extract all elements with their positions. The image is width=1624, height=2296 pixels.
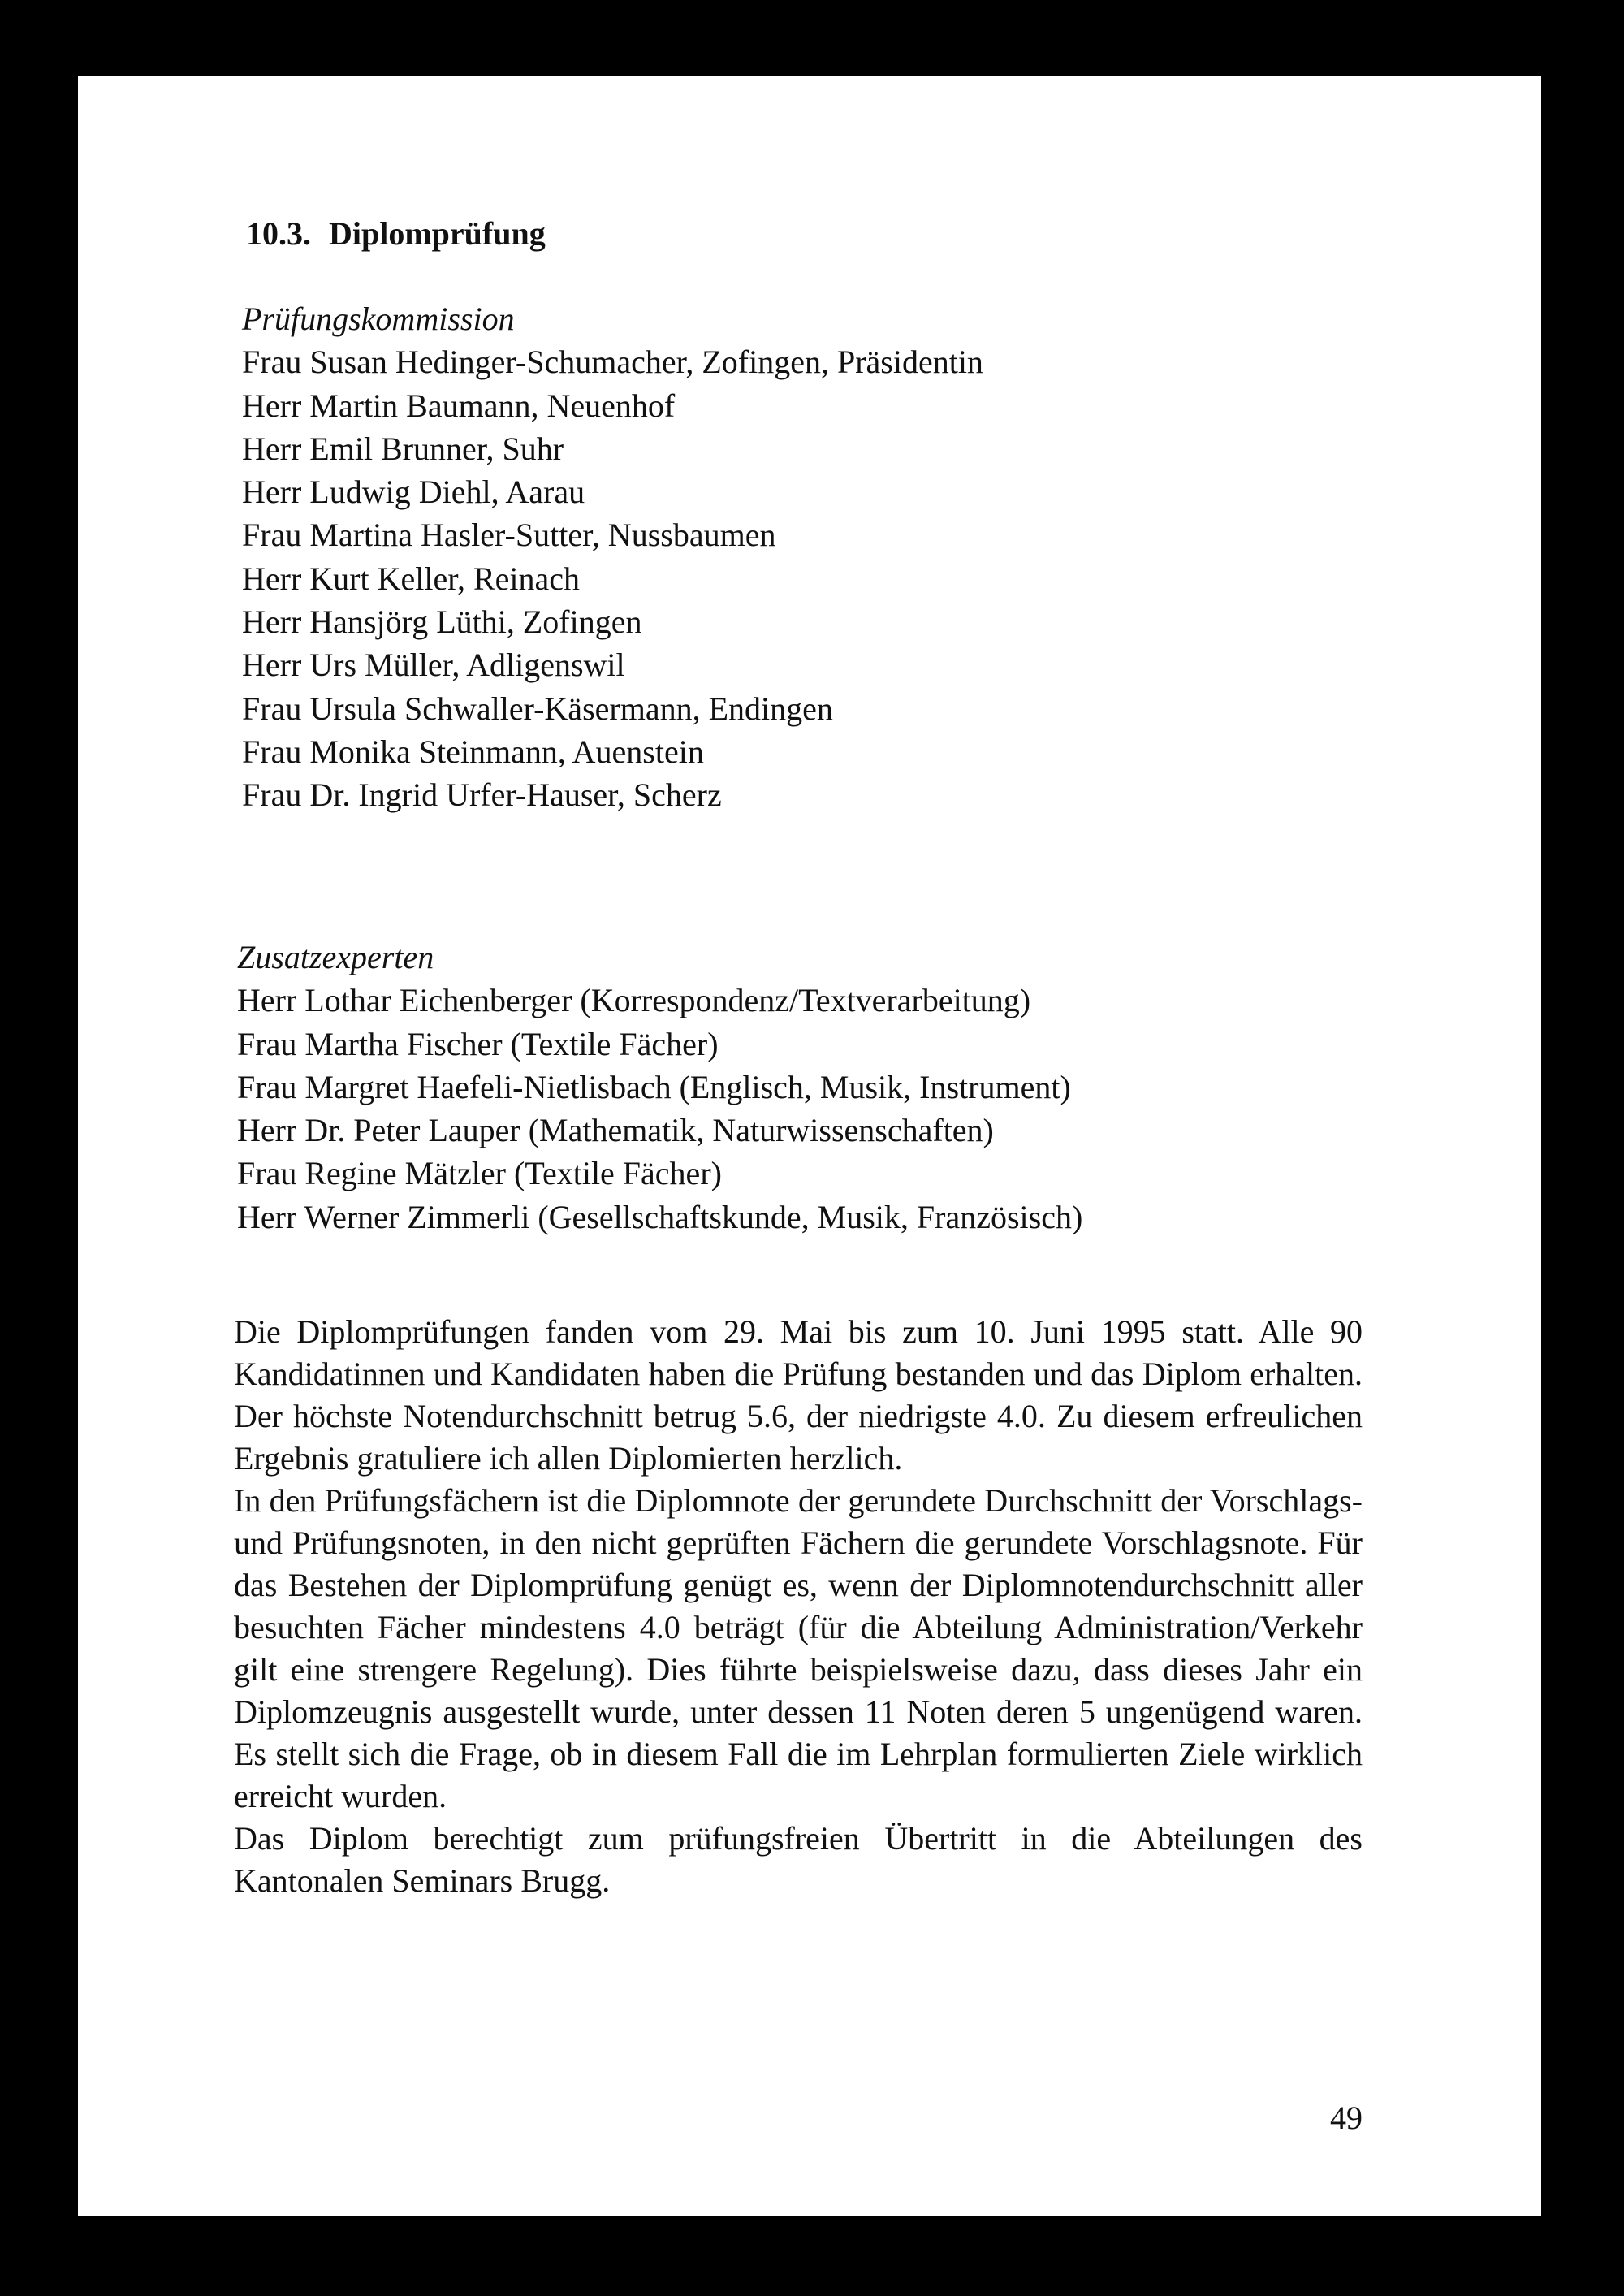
commission-list: [242, 297, 983, 817]
commission-member: Herr Hansjörg Lüthi, Zofingen: [242, 603, 642, 641]
page-number: 49: [1330, 2099, 1363, 2136]
commission-member: Herr Ludwig Diehl, Aarau: [242, 473, 585, 511]
expert-member: Frau Martha Fischer (Textile Fächer): [237, 1025, 719, 1062]
expert-member: Herr Werner Zimmerli (Gesellschaftskunde, Musik, Französisch): [237, 1198, 1083, 1235]
body-text: [234, 1311, 1363, 1902]
section-heading: [246, 214, 546, 253]
page-content: [78, 76, 1541, 2216]
commission-member: Frau Ursula Schwaller-Käsermann, Endingen: [242, 690, 833, 727]
commission-member: Frau Monika Steinmann, Auenstein: [242, 733, 704, 770]
commission-member: Frau Dr. Ingrid Urfer-Hauser, Scherz: [242, 776, 722, 814]
paragraph-grading-rules: In den Prüfungsfächern ist die Diplomnote der gerundete Durchschnitt der Vorschlags- und Prüfungsnoten, in den nicht geprüften Fächern die gerundete Vorschlagsnote. Für das Bestehen der Diplomprüfung genügt es, wenn der Diplomnotendurchschnitt aller besuchten Fächer mindestens 4.0 beträgt (für die Abteilung Administration/Verkehr gilt eine strengere Regelung). Dies führte beispielsweise dazu, dass dieses Jahr ein Diplomzeugnis ausgestellt wurde, unter dessen 11 Noten deren 5 ungenügend waren. Es stellt sich die Frage, ob in diesem Fall die im Lehrplan formulierten Ziele wirklich erreicht wurden.: [234, 1482, 1363, 1814]
commission-member: Herr Kurt Keller, Reinach: [242, 560, 580, 597]
commission-member: Herr Emil Brunner, Suhr: [242, 430, 564, 467]
commission-member: Frau Martina Hasler-Sutter, Nussbaumen: [242, 517, 776, 554]
experts-list: [237, 936, 1082, 1239]
commission-label: Prüfungskommission: [242, 301, 515, 337]
paragraph-results: Die Diplomprüfungen fanden vom 29. Mai bis zum 10. Juni 1995 statt. Alle 90 Kandidatinnen und Kandidaten haben die Prüfung bestanden und das Diplom erhalten. Der höchste Notendurchschnitt betrug 5.6, der niedrigste 4.0. Zu diesem erfreulichen Ergebnis gratuliere ich allen Diplomierten herzlich.: [234, 1313, 1363, 1477]
expert-member: Frau Regine Mätzler (Textile Fächer): [237, 1155, 722, 1192]
expert-member: Herr Dr. Peter Lauper (Mathematik, Naturwissenschaften): [237, 1112, 994, 1149]
commission-member: Frau Susan Hedinger-Schumacher, Zofingen, Präsidentin: [242, 344, 983, 381]
expert-member: Frau Margret Haefeli-Nietlisbach (Englisch, Musik, Instrument): [237, 1068, 1071, 1105]
expert-member: Herr Lothar Eichenberger (Korrespondenz/Textverarbeitung): [237, 982, 1031, 1019]
experts-label: Zusatzexperten: [237, 939, 434, 975]
paragraph-transfer: Das Diplom berechtigt zum prüfungsfreien Übertritt in die Abteilungen des Kantonalen Seminars Brugg.: [234, 1820, 1363, 1899]
commission-member: Herr Martin Baumann, Neuenhof: [242, 387, 676, 424]
section-title: Diplomprüfung: [329, 215, 546, 252]
document-page: [78, 76, 1541, 2216]
section-number: 10.3.: [246, 215, 311, 252]
commission-member: Herr Urs Müller, Adligenswil: [242, 646, 625, 684]
